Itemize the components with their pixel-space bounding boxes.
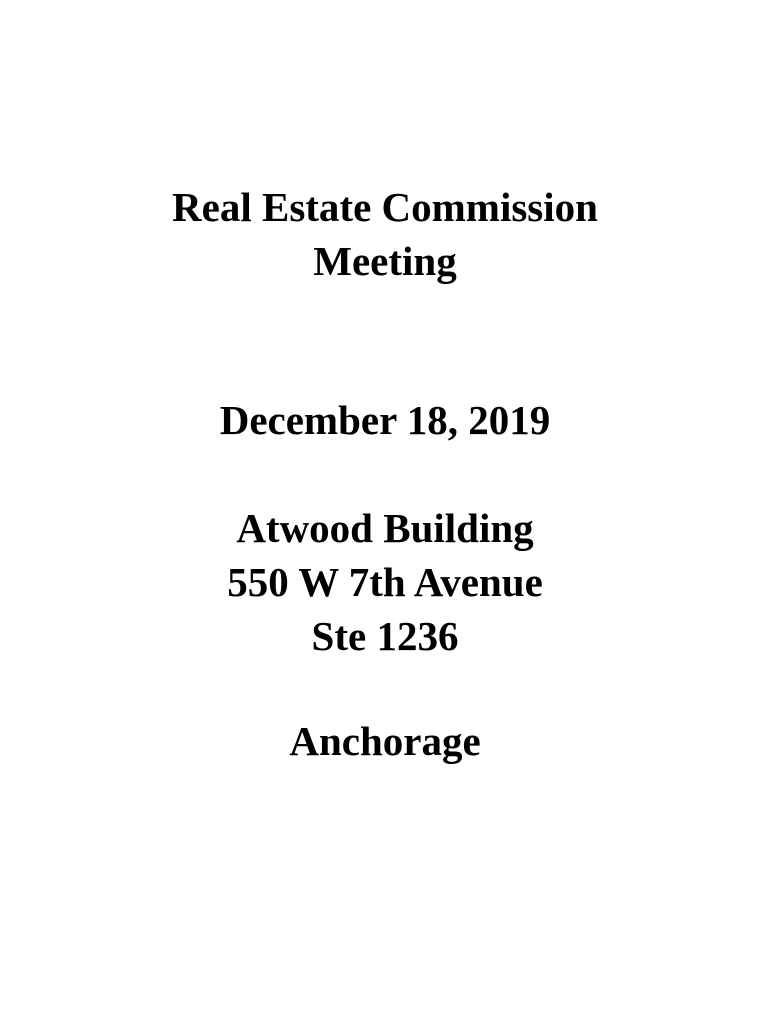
- meeting-date: December 18, 2019: [219, 397, 551, 443]
- meeting-title-line-2: Meeting: [313, 238, 457, 284]
- meeting-title-line-1: Real Estate Commission: [172, 184, 598, 230]
- location-building: Atwood Building: [236, 505, 534, 551]
- location-suite: Ste 1236: [311, 613, 459, 659]
- location-street: 550 W 7th Avenue: [227, 559, 543, 605]
- location-city: Anchorage: [289, 718, 481, 764]
